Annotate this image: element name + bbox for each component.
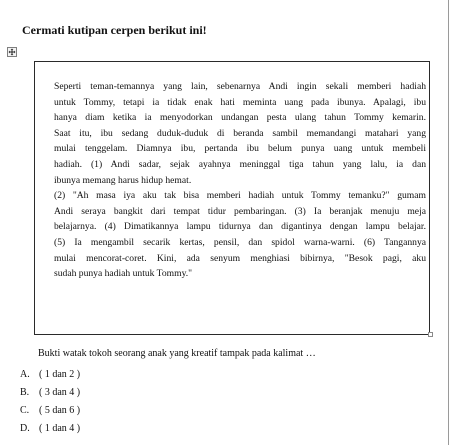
option-letter: D.	[20, 423, 30, 434]
table-resize-handle[interactable]	[428, 332, 433, 337]
story-excerpt-box	[34, 61, 430, 335]
option-letter: B.	[20, 387, 30, 398]
passage-line: mulai tenggelam. Diamnya ibu, pertanda ibu belum punya uang untuk membeli	[54, 143, 426, 155]
passage-line: hadiah. (1) Andi sadar, sejak ayahnya meninggal tiga tahun yang lalu, ia dan	[54, 158, 426, 170]
passage-line: untuk Tommy, tetapi ia tidak enak hati meminta uang pada ibunya. Apalagi, ibu	[54, 96, 426, 108]
four-way-arrow-icon	[8, 48, 16, 56]
passage-line: Saat itu, ibu sedang duduk-duduk di beranda sambil memandangi matahari yang	[54, 127, 426, 139]
passage-line: hanya diam ketika ia menyodorkan undangan pesta ulang tahun Tommy kemarin.	[54, 112, 426, 124]
option-letter: C.	[20, 405, 30, 416]
passage-line: (2) "Ah masa iya aku tak bisa memberi hadiah untuk Tommy temanku?" gumam	[54, 190, 426, 202]
option-text: ( 5 dan 6 )	[39, 405, 81, 416]
option-text: ( 1 dan 2 )	[39, 369, 81, 380]
option-text: ( 3 dan 4 )	[39, 387, 81, 398]
passage-line: Andi seraya bangkit dari tempat tidur pembaringan. (3) Ia beranjak menuju meja	[54, 205, 426, 217]
passage-line: ibunya memang harus hidup hemat.	[54, 174, 192, 186]
page-right-edge	[448, 0, 449, 445]
answer-option-a[interactable]	[20, 368, 80, 386]
instruction-heading: Cermati kutipan cerpen berikut ini!	[22, 23, 207, 37]
answer-option-c[interactable]	[20, 404, 80, 422]
answer-option-d[interactable]	[20, 422, 80, 440]
option-letter: A.	[20, 369, 30, 380]
answer-options	[20, 368, 80, 440]
passage-line: (5) Ia mengambil secarik kertas, pensil, dan spidol warna-warni. (6) Tangannya	[54, 236, 426, 248]
passage-line: Seperti teman-temannya yang lain, sebenarnya Andi ingin sekali memberi hadiah	[54, 81, 426, 92]
passage-line: mulai mencorat-coret. Kini, ada senyum menghiasi bibirnya, "Besok pagi, aku	[54, 252, 426, 264]
story-passage	[54, 79, 426, 282]
question-text: Bukti watak tokoh seorang anak yang kreatif tampak pada kalimat …	[38, 348, 316, 359]
option-text: ( 1 dan 4 )	[39, 423, 81, 434]
passage-line: belajarnya. (4) Dimatikannya lampu tidurnya dan digantinya dengan lampu belajar.	[54, 221, 426, 233]
answer-option-b[interactable]	[20, 386, 80, 404]
table-move-handle[interactable]	[7, 47, 17, 57]
passage-line: sudah punya hadiah untuk Tommy."	[54, 268, 193, 280]
